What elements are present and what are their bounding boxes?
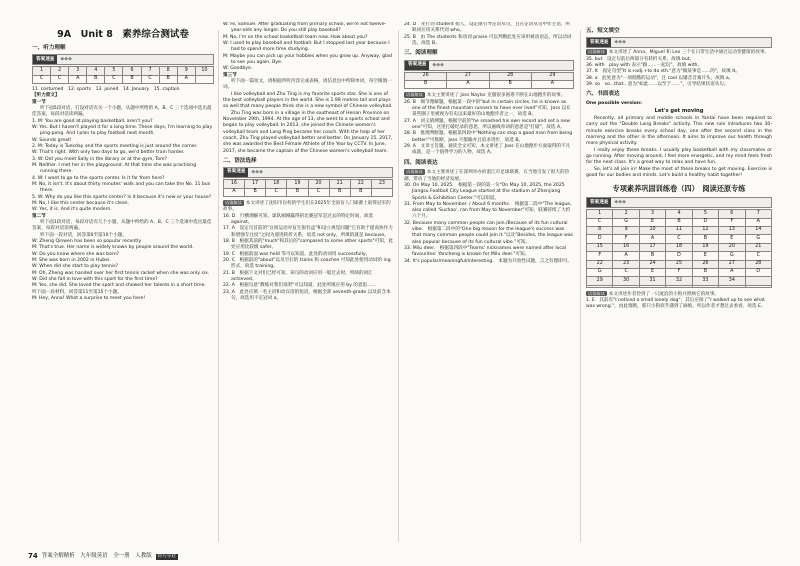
dialogue-line: W: Sounds great!: [32, 137, 72, 143]
section-reading-expression: 四、阅读表达: [404, 159, 438, 166]
answer-value: [745, 285, 771, 287]
answer-value: A: [613, 252, 639, 260]
section-cloze: 五、短文填空: [586, 28, 620, 34]
explanation-text: 本文讲述作者捡到了一只流浪的小狗并照顾它的故事。: [608, 291, 720, 297]
explanation-text: 本文讲述了沈阳市盲校的学生们在2025年全国盲人门球赛上取得冠军的故事。: [223, 201, 391, 213]
answer-explanation: 22. A 根据句意"教练对我们说明"可以知道，此处所填应用 by 的意思……: [223, 283, 377, 289]
answer-number: 32: [666, 277, 692, 285]
answer-explanation: 39. so so...that...意为"如此……以至于……"，引导结果状语从句。: [586, 82, 729, 88]
answer-value: A: [639, 235, 665, 243]
answer-value: F: [719, 218, 745, 226]
footer-text: 答案全解精析 九年级英语 全一册 人教版: [41, 553, 152, 560]
part-2-label: 第二节: [32, 213, 46, 219]
dialogue-line: M: She was born in 2002 in Hubei.: [32, 257, 111, 263]
answer-value: C: [105, 75, 123, 83]
answer-number: 26: [405, 72, 447, 80]
answer-number: 5: [105, 67, 123, 75]
answer-number: 26: [692, 260, 718, 268]
answer-key-bar: [586, 37, 772, 48]
dialogue-line: M: No, I like this center because it's clean.: [32, 201, 130, 207]
answer-number: 12: [692, 227, 718, 235]
answer-explanation: 35. but 设定句前后两部分有转折关系，故填 but。: [586, 56, 695, 62]
answer-number: 4: [87, 67, 105, 75]
answer-table-special: [586, 209, 772, 287]
dialogue-line: M: Oh, Zheng was handed over her first tennis racket when she was only six.: [32, 270, 210, 276]
explanation-badge: 语篇解读: [406, 92, 423, 98]
dialogue-line: W: Did she fall in love with this sport for the first time?: [32, 276, 158, 282]
explanation-badge: 语篇解读: [588, 49, 605, 55]
page-footer: [28, 552, 178, 562]
answer-number: 25: [666, 260, 692, 268]
section-writing: 六、书面表达: [586, 91, 620, 98]
answer-value: C: [613, 269, 639, 277]
answer-value: A: [531, 80, 573, 88]
answer-value: C: [141, 75, 159, 83]
answer-key-bar: [223, 167, 393, 178]
answer-value: C: [308, 188, 329, 196]
section-grammar: 二、语法选择: [223, 157, 257, 164]
answer-value: [371, 188, 392, 196]
answer-value: E: [719, 235, 745, 243]
answer-value: B: [692, 235, 718, 243]
answer-value: B: [159, 75, 177, 83]
answer-table-1: [32, 66, 214, 84]
answer-number: 19: [692, 243, 718, 251]
answer-number: 11: [666, 227, 692, 235]
answer-value: [587, 285, 613, 287]
dialogue-line: 1. M: You are good at playing basketball, aren't you?: [32, 118, 153, 124]
answer-value: B: [666, 218, 692, 226]
answer-number: 18: [266, 180, 287, 188]
answer-number: [745, 277, 771, 285]
answer-key-label: 答案速查: [33, 55, 57, 64]
answer-number: 13: [719, 227, 745, 235]
sample-label: One possible version:: [586, 100, 642, 106]
answer-number: 22: [350, 180, 371, 188]
answer-key-label: 答案速查: [405, 61, 429, 70]
answer-number: 9: [613, 227, 639, 235]
answer-number: 7: [745, 210, 771, 218]
bar-decoration: ◆◆◆: [251, 169, 263, 176]
answer-number: 19: [287, 180, 308, 188]
answer-table-2: [223, 179, 393, 197]
answer-value: B: [245, 188, 266, 196]
dialogue-line: 3. W: Did you meet Sally in the library or at the gym, Tom?: [32, 156, 167, 162]
bar-decoration: ◆◆◆: [614, 199, 626, 206]
dialogue-line: M: Hey, Anna! What a surprise to meet you here!: [32, 295, 146, 301]
answer-value: C: [266, 188, 287, 196]
answer-number: 31: [639, 277, 665, 285]
answer-number: 15: [587, 243, 613, 251]
answer-number: 8: [159, 67, 177, 75]
answer-number: 18: [666, 243, 692, 251]
dialogue-line: W: I used to play baseball and football. But I stopped last year because I had to spend more time studying.: [223, 40, 390, 53]
answer-value: G: [719, 252, 745, 260]
explanation-text: 本文讲述了 Anna、Miguel 和 Leo 三个在日常生活中通过运动变健康的故事。: [608, 50, 770, 56]
answer-value: A: [745, 218, 771, 226]
answer-value: A: [177, 75, 195, 83]
explanation: [223, 200, 393, 214]
answer-value: B: [692, 269, 718, 277]
answer-value: F: [613, 235, 639, 243]
answer-value: [719, 285, 745, 287]
answer-number: 6: [123, 67, 141, 75]
answer-value: E: [639, 269, 665, 277]
answer-explanation: 32. Because many common people can join./Because of its fun cultural vibe. 根据第二段中的"One big reason for the league's success was that many common people could join it."以及"Besides, the league was also popular because of its fun cultural vibe."可知。: [404, 220, 573, 245]
answer-number: 27: [447, 72, 489, 80]
column-2: [219, 22, 397, 546]
bar-decoration: ◆◆◆: [614, 39, 626, 46]
answer-number: 21: [745, 243, 771, 251]
section-listening: 一、听力理解: [32, 45, 66, 52]
answer-number: 3: [69, 67, 87, 75]
answer-key-bar: [586, 197, 772, 208]
answer-value: E: [639, 218, 665, 226]
answer-explanation: 24. D 先行词 student 指人，设定限引导定语从句，且在定语从句中作主语，所缺词应用关系代词 who。: [404, 22, 571, 34]
dialogue-line: M: No, I'm on the school basketball team now. How about you?: [223, 34, 368, 40]
essay-title: Let's get moving: [654, 107, 704, 114]
answer-value: C: [587, 218, 613, 226]
answer-explanation: 1. E 其前有"I noticed a small lonely dog"，其后应接了"I walked up to see what was wrong."，由此推断，那只小狗似乎遇到了麻烦，所以作者才想过去看看，故选 E。: [586, 298, 766, 310]
answer-explanation: 29. A 文章主旨题。通读全文可知，本文讲述了 Joss 在山地跑步方面取得的不凡成就，是一个值得学习的人物，故选 A。: [404, 144, 571, 156]
answer-value: A: [224, 188, 245, 196]
answer-number: 29: [531, 72, 573, 80]
answer-value: B: [350, 188, 371, 196]
answer-explanation: 18. B 根据其前的"much"和其后的"compared to some other sports"可知，此处应用比较级 safer。: [223, 239, 393, 251]
answer-value: C: [745, 252, 771, 260]
answer-key-bar: [404, 60, 574, 71]
answer-value: [666, 285, 692, 287]
explanation: [586, 49, 772, 57]
answer-table-3: [404, 72, 574, 90]
answer-number: 29: [587, 277, 613, 285]
dialogue-line: M: Neither. I met her in the playground. At that time she was practising running there.: [32, 163, 197, 175]
bar-decoration: ◆◆◆: [60, 56, 72, 63]
answer-explanation: 30. On May 10, 2025. 根据第一段的第一句"On May 10, 2025, the 2025 Jiangsu Football City League started at the stadium of Zhenjiang Sports & Exhibition Center."可以知道。: [404, 182, 565, 201]
answer-number: 16: [224, 180, 245, 188]
answer-explanation: 36. with play with 表示"跟……一起玩"，故填 with。: [586, 63, 703, 69]
explanation-text: 本文主要讲述了在深圳举办的湛江市足球联赛，在当地引发了很大的热潮，带动了当地的经济发展。: [404, 170, 570, 182]
part-3-label: 第三节: [223, 72, 237, 78]
part-2-sub-intro: 听下面一段对话，回答第6至第10个小题。: [40, 232, 127, 238]
fill-answers: 11. costumed 12. sports 13. joined 14. January 15. captain: [32, 87, 180, 93]
dialogue-line: W: That's right. With only two days to go, we'd better train harder.: [32, 150, 185, 156]
answer-value: C: [666, 235, 692, 243]
dialogue-line: W: Zheng Qinwen has been so popular recently.: [32, 238, 142, 244]
answer-key-bar: [32, 54, 214, 65]
dialogue-line: W: Yes, it is. And it's quite modern.: [32, 207, 112, 213]
answer-value: B: [405, 80, 447, 88]
answer-value: [195, 75, 213, 83]
answer-explanation: 19. C 根据前面 was held 等可以知道，此处的动词用 successfully。: [223, 251, 371, 257]
answer-number: 17: [245, 180, 266, 188]
bar-decoration: ◆◆◆: [432, 61, 444, 68]
answer-number: 2: [51, 67, 69, 75]
answer-value: C: [33, 75, 51, 83]
answer-explanation: 33. Milu deer. 根据第四段中"Teams' nicknames were named after local favourites: Yancheng is known for Milu deer."可知。: [404, 246, 567, 258]
answer-number: 30: [613, 277, 639, 285]
footer-tag: 轻巧夺冠: [157, 553, 176, 559]
answer-explanation: 16. D 行横理解可知，球队刚刚赢得的比赛冠军是过去的特定时间，故选against。: [223, 213, 374, 226]
answer-number: 7: [141, 67, 159, 75]
answer-value: G: [745, 235, 771, 243]
answer-value: D: [666, 252, 692, 260]
column-3: [400, 22, 578, 546]
page-title: 9A Unit 8 素养综合测试卷: [57, 29, 189, 40]
dialogue-line: W: Do you know where she was born?: [32, 251, 120, 257]
answer-number: 28: [489, 72, 531, 80]
explanation: [404, 169, 574, 183]
explanation-badge: 语篇解读: [225, 199, 242, 205]
answer-explanation: 25. B 由 The students 和动词 praise 可以判断此处应该用被动语态，所以动词选，故选 B。: [404, 34, 572, 46]
answer-number: 8: [587, 227, 613, 235]
answer-number: 1: [587, 210, 613, 218]
explanation-text: 本文主要讲述了 Joss Naylor 克服很多困难不断在山地跑步的故事。: [426, 93, 566, 99]
explanation-badge: 语篇解读: [406, 169, 423, 174]
column-divider: [580, 30, 581, 542]
answer-number: 16: [613, 243, 639, 251]
column-1: [28, 22, 218, 546]
answer-number: 4: [666, 210, 692, 218]
answer-value: C: [51, 75, 69, 83]
script-label: 【听力原文】: [32, 93, 60, 99]
explanation: [586, 291, 772, 299]
answer-explanation: 20. C 根据前的"about"以及空后的 trains 和 coaches 可知此处使用动词的 ing 形式，故选 training。: [223, 258, 391, 270]
dialogue-line: W: Yes. But I haven't played it for a long time. These days, I'm learning to play ping-pong. And I plan to play football next month.: [32, 125, 213, 137]
answer-value: A: [69, 75, 87, 83]
column-4: [582, 22, 776, 546]
column-divider: [398, 30, 399, 542]
dialogue-line: W: When did she start to play tennis?: [32, 264, 119, 270]
answer-number: 23: [613, 260, 639, 268]
essay-paragraph: Recently, all primary and middle schools in Yantai have been required to carry out the "Double Long Breaks" activity. This new rule introduces two 30-minute exercise breaks every school day, one after the second class in the morning and the other in the afternoon. It aims to improve our health through more physical activity.: [586, 116, 772, 147]
dialogue-line: W: Hi, Samuel. After graduating from primary school, we're not twelve-year-olds any longer. Do you still play baseball?: [223, 22, 387, 34]
answer-number: 28: [745, 260, 771, 268]
answer-number: 33: [692, 277, 718, 285]
part-1-intro: 听下面5段对话，打没对话有关一个小题，从题中所给的 A、B、C 三个选项中选出最佳答案，每段对话读两遍。: [32, 106, 212, 118]
answer-value: B: [489, 80, 531, 88]
answer-number: 6: [719, 210, 745, 218]
part-1-label: 第一节: [32, 99, 46, 105]
answer-value: D: [745, 269, 771, 277]
answer-value: A: [719, 269, 745, 277]
page-number: 74: [28, 552, 38, 560]
answer-key-label: 答案速查: [587, 38, 611, 47]
answer-number: 20: [719, 243, 745, 251]
answer-value: G: [613, 218, 639, 226]
answer-number: 20: [308, 180, 329, 188]
answer-explanation: 34. It's popular/meaningful/interesting. 本题为开放性试题，言之有理即可。: [404, 258, 572, 264]
dialogue-line: 4. W: I want to go to the sports center. Is it far from here?: [32, 175, 165, 181]
answer-key-label: 答案速查: [224, 168, 248, 177]
part-2-intro: 听下面1段对话，每段对话有几个小题，从题中所给的 A、B、C 三个选项中选出最佳答案，每段对话读两遍。: [32, 220, 212, 232]
answer-number: 27: [719, 260, 745, 268]
answer-value: F: [666, 269, 692, 277]
answer-explanation: 17. A 设定句首前的"这项运动对盲生很有益"和设立视觉问题"它有助于提高协作力和增强专注度"之间为递进转折关系，故选 not only，所填的就是 because。: [223, 226, 393, 238]
answer-value: [613, 285, 639, 287]
answer-value: D: [692, 218, 718, 226]
dialogue-line: M: Yes, she did. She loved the sport and showed her talents in a short time.: [32, 283, 206, 289]
passage-paragraph: I like volleyball and Zhu Ting is my favorite sports star. She is one of the best volleyball players in the world. She is 1.98 metres tall and plays so well that many people think she is a new symbol of Chinese volleyball.: [223, 91, 393, 110]
special-title: 专项素养巩固训练卷（四） 阅读还原专练: [612, 184, 746, 194]
passage-paragraph: Zhu Ting was born in a village in the southeast of Henan Province on November 29th, 1994. At the age of 13, she went to a sports school and began to play volleyball. In 2013, she joined the Chinese women's volleyball team and Lang Ping became her coach. With the help of her coach, Zhu Ting played volleyball better and better. On January 15, 2017, she was awarded the Best Female Athlete of the Year by CCTV. In June, 2017, she became the captain of the Chinese women's volleyball team.: [223, 110, 393, 154]
answer-number: 10: [195, 67, 213, 75]
answer-explanation: 28. B 推理判断题。根据第四段中"Nothing can stop a good man from being better!"可推断，Joss 不服输并且追求进步，故选 B。: [404, 131, 573, 143]
answer-number: 10: [639, 227, 665, 235]
answer-value: G: [587, 269, 613, 277]
answer-explanation: 21. B 根据下文对们已经可知，该句的动词应用一般过去时，所缺的词汇 achieved。: [223, 270, 373, 283]
answer-number: 2: [613, 210, 639, 218]
part-3-intro: 听下面一篇短文，请根据所听内容完成表格，请信息包中所缺单词，每空限填一词。: [223, 78, 392, 91]
dialogue-line: 2. M: Today is Tuesday and the sports meeting is just around the corner.: [32, 144, 198, 150]
answer-number: 14: [745, 227, 771, 235]
answer-value: [692, 285, 718, 287]
explanation-badge: 语篇解读: [588, 290, 605, 296]
answer-value: E: [692, 252, 718, 260]
answer-key-label: 答案速查: [587, 198, 611, 207]
answer-number: 3: [639, 210, 665, 218]
dialogue-line: M: That's true. Her name is widely known by people around the world.: [32, 245, 194, 251]
answer-number: 5: [692, 210, 718, 218]
answer-explanation: 23. A 此处应填一名主语和动宾语的短语，根据全部 seventh-grade 以及前含本句，故选用不定冠词 a。: [223, 289, 391, 301]
answer-explanation: 27. A 词义猜测题。根据空前的"he smashed his own record and set a new one"可知，这里打破纪录的意思，所以画线单词的意思是"打破"，故选 A。: [404, 118, 571, 131]
dialogue-line: 听下面一段材料，回答第11至第15个小题。: [32, 289, 122, 295]
explanation: [404, 92, 574, 100]
answer-explanation: 26. B 细节理解题。根据第一段中的"but in certain circles, he is known as one of the finest mountain runners to have ever lived"可知，Joss 以在某些圈子里被视为有史以来最好的山地跑步者之一，故选 B。: [404, 99, 571, 118]
answer-number: 34: [719, 277, 745, 285]
answer-value: B: [123, 75, 141, 83]
answer-value: B: [329, 188, 350, 196]
dialogue-line: M: No, it isn't. It's about thirty minutes' walk and you can take the No. 11 bus there.: [32, 182, 211, 194]
answer-explanation: 31. From May to November. / About 6 months. 根据第二段中"The league, also called 'Suchao', ran from May to November"可知，联赛持续了大约六个月。: [404, 201, 572, 220]
answer-number: 9: [177, 67, 195, 75]
answer-value: B: [287, 188, 308, 196]
dialogue-line: W: Goodbye.: [223, 66, 253, 72]
dialogue-line: 5. W: Why do you like this sports center? Is it because it's new or your house?: [32, 194, 212, 200]
answer-value: D: [587, 235, 613, 243]
answer-number: 1: [33, 67, 51, 75]
answer-value: B: [639, 252, 665, 260]
answer-value: A: [447, 80, 489, 88]
answer-explanation: 38. a 此处意为"一项很酷的运动"，且 cool 以辅音音素开头，故填 a。: [586, 75, 734, 81]
essay: [586, 116, 772, 179]
answer-number: 23: [371, 180, 392, 188]
essay-paragraph: I really enjoy these breaks. I usually play basketball with my classmates or go running. After moving around, I feel more energetic, and my mind feels fresh for the next class. It's a great way to relax and have fun.: [586, 147, 772, 166]
dialogue-line: M: Maybe you can pick up your hobbies when you grow up. Anyway, glad to see you again. Bye.: [223, 53, 392, 65]
answer-explanation: 37. It 固定句型"It is+adj.+to do sth."意为"做某事是……的"，故填 It。: [586, 69, 740, 75]
answer-number: 24: [639, 260, 665, 268]
essay-paragraph: So, let's all join in! Make the most of these breaks to get moving. Exercise is good for our bodies and minds. Let's build a healthy habit together!: [586, 166, 772, 179]
answer-value: [639, 285, 665, 287]
answer-number: 21: [329, 180, 350, 188]
answer-value: B: [87, 75, 105, 83]
answer-number: 22: [587, 260, 613, 268]
answer-value: F: [587, 252, 613, 260]
answer-number: 17: [639, 243, 665, 251]
section-reading: 三、阅读理解: [404, 50, 438, 57]
